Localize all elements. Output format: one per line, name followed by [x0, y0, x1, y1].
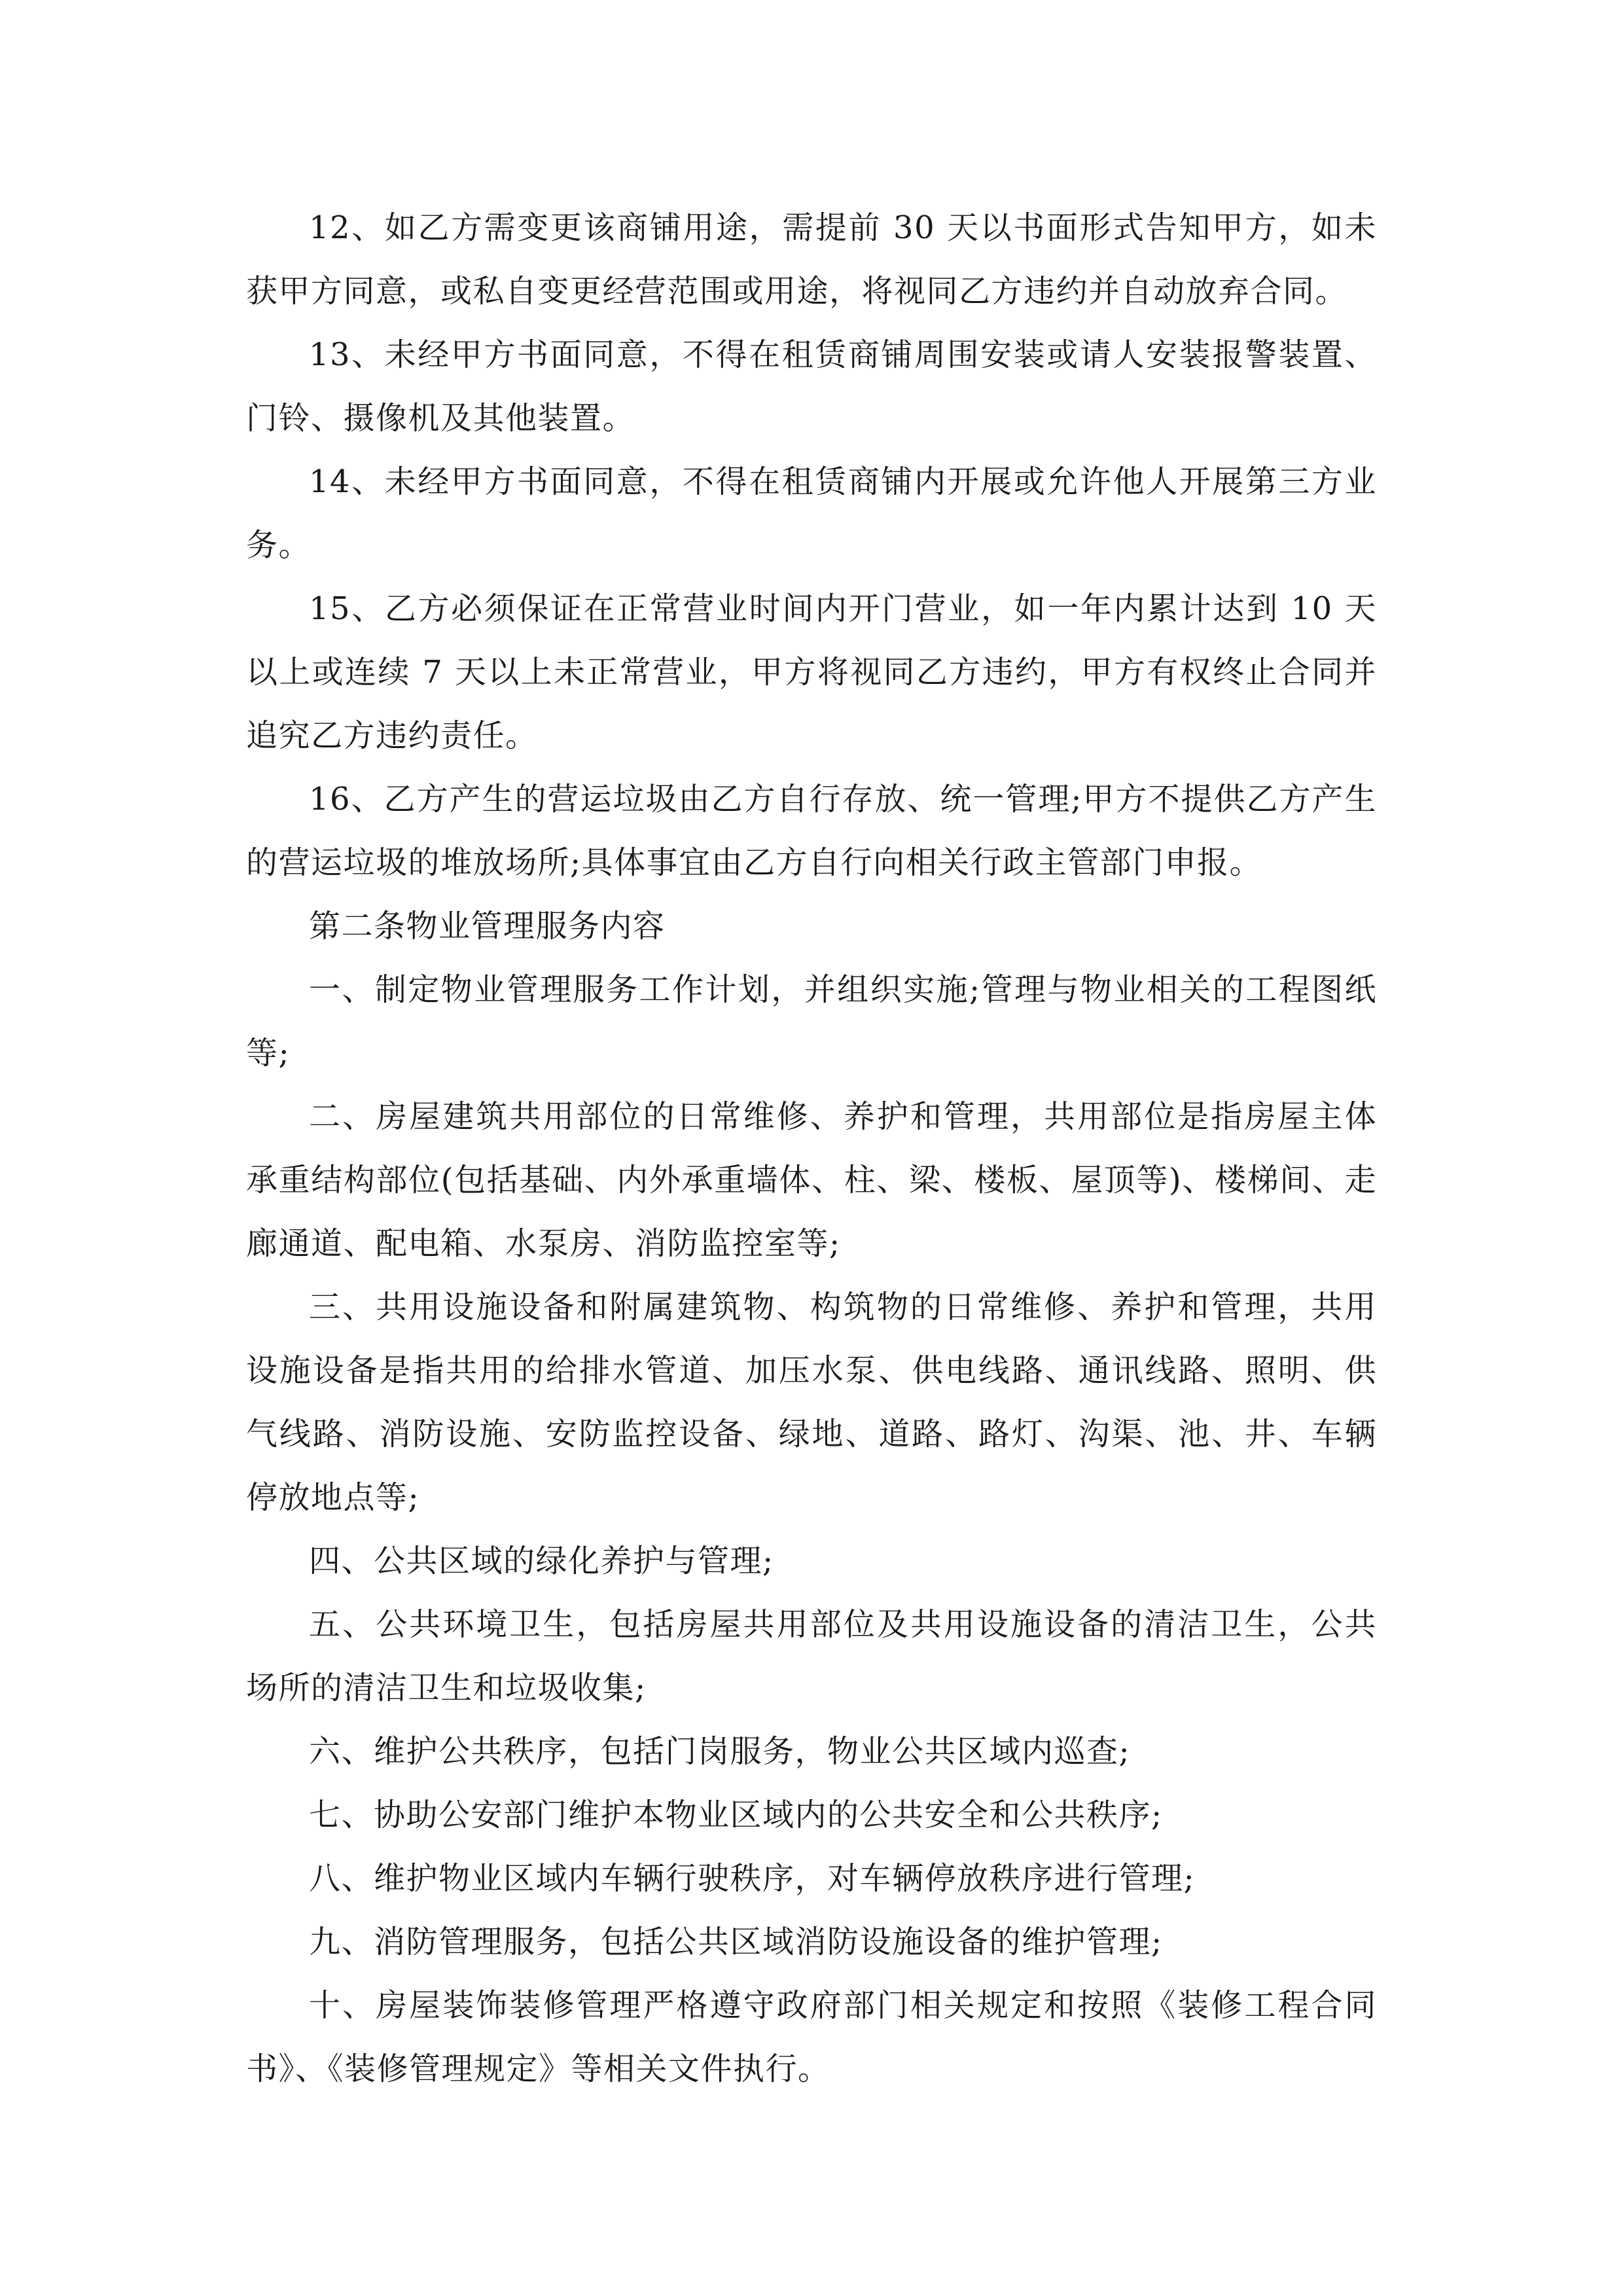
clause-12: 12、如乙方需变更该商铺用途，需提前 30 天以书面形式告知甲方，如未获甲方同意，或私自变更经营范围或用途，将视同乙方违约并自动放弃合同。	[246, 209, 1377, 310]
clause-14: 14、未经甲方书面同意，不得在租赁商铺内开展或允许他人开展第三方业务。	[246, 463, 1377, 564]
service-item-3: 三、共用设施设备和附属建筑物、构筑物的日常维修、养护和管理，共用设施设备是指共用的给排水管道、加压水泵、供电线路、通讯线路、照明、供气线路、消防设施、安防监控设备、绿地、道路、路灯、沟渠、池、井、车辆停放地点等;	[246, 1289, 1377, 1516]
service-item-2: 二、房屋建筑共用部位的日常维修、养护和管理，共用部位是指房屋主体承重结构部位(包括基础、内外承重墙体、柱、梁、楼板、屋顶等)、楼梯间、走廊通道、配电箱、水泵房、消防监控室等;	[246, 1098, 1377, 1262]
clause-13: 13、未经甲方书面同意，不得在租赁商铺周围安装或请人安装报警装置、门铃、摄像机及其他装置。	[246, 336, 1377, 437]
service-item-7: 七、协助公安部门维护本物业区域内的公共安全和公共秩序;	[309, 1797, 1163, 1833]
service-item-6: 六、维护公共秩序，包括门岗服务，物业公共区域内巡查;	[309, 1733, 1131, 1770]
service-item-5: 五、公共环境卫生，包括房屋共用部位及共用设施设备的清洁卫生，公共场所的清洁卫生和垃圾收集;	[246, 1606, 1377, 1706]
service-item-10: 十、房屋装饰装修管理严格遵守政府部门相关规定和按照《装修工程合同书》、《装修管理规定》等相关文件执行。	[246, 1987, 1377, 2087]
service-item-1: 一、制定物业管理服务工作计划，并组织实施;管理与物业相关的工程图纸等;	[246, 971, 1377, 1071]
clause-15: 15、乙方必须保证在正常营业时间内开门营业，如一年内累计达到 10 天以上或连续 7 天以上未正常营业，甲方将视同乙方违约，甲方有权终止合同并追究乙方违约责任。	[246, 590, 1377, 754]
service-item-4: 四、公共区域的绿化养护与管理;	[309, 1543, 774, 1579]
document-body	[246, 196, 1377, 2101]
section-heading-article-2: 第二条物业管理服务内容	[309, 908, 666, 944]
service-item-9: 九、消防管理服务，包括公共区域消防设施设备的维护管理;	[309, 1924, 1163, 1960]
service-item-8: 八、维护物业区域内车辆行驶秩序，对车辆停放秩序进行管理;	[309, 1860, 1196, 1897]
clause-16: 16、乙方产生的营运垃圾由乙方自行存放、统一管理;甲方不提供乙方产生的营运垃圾的堆放场所;具体事宜由乙方自行向相关行政主管部门申报。	[246, 781, 1377, 881]
